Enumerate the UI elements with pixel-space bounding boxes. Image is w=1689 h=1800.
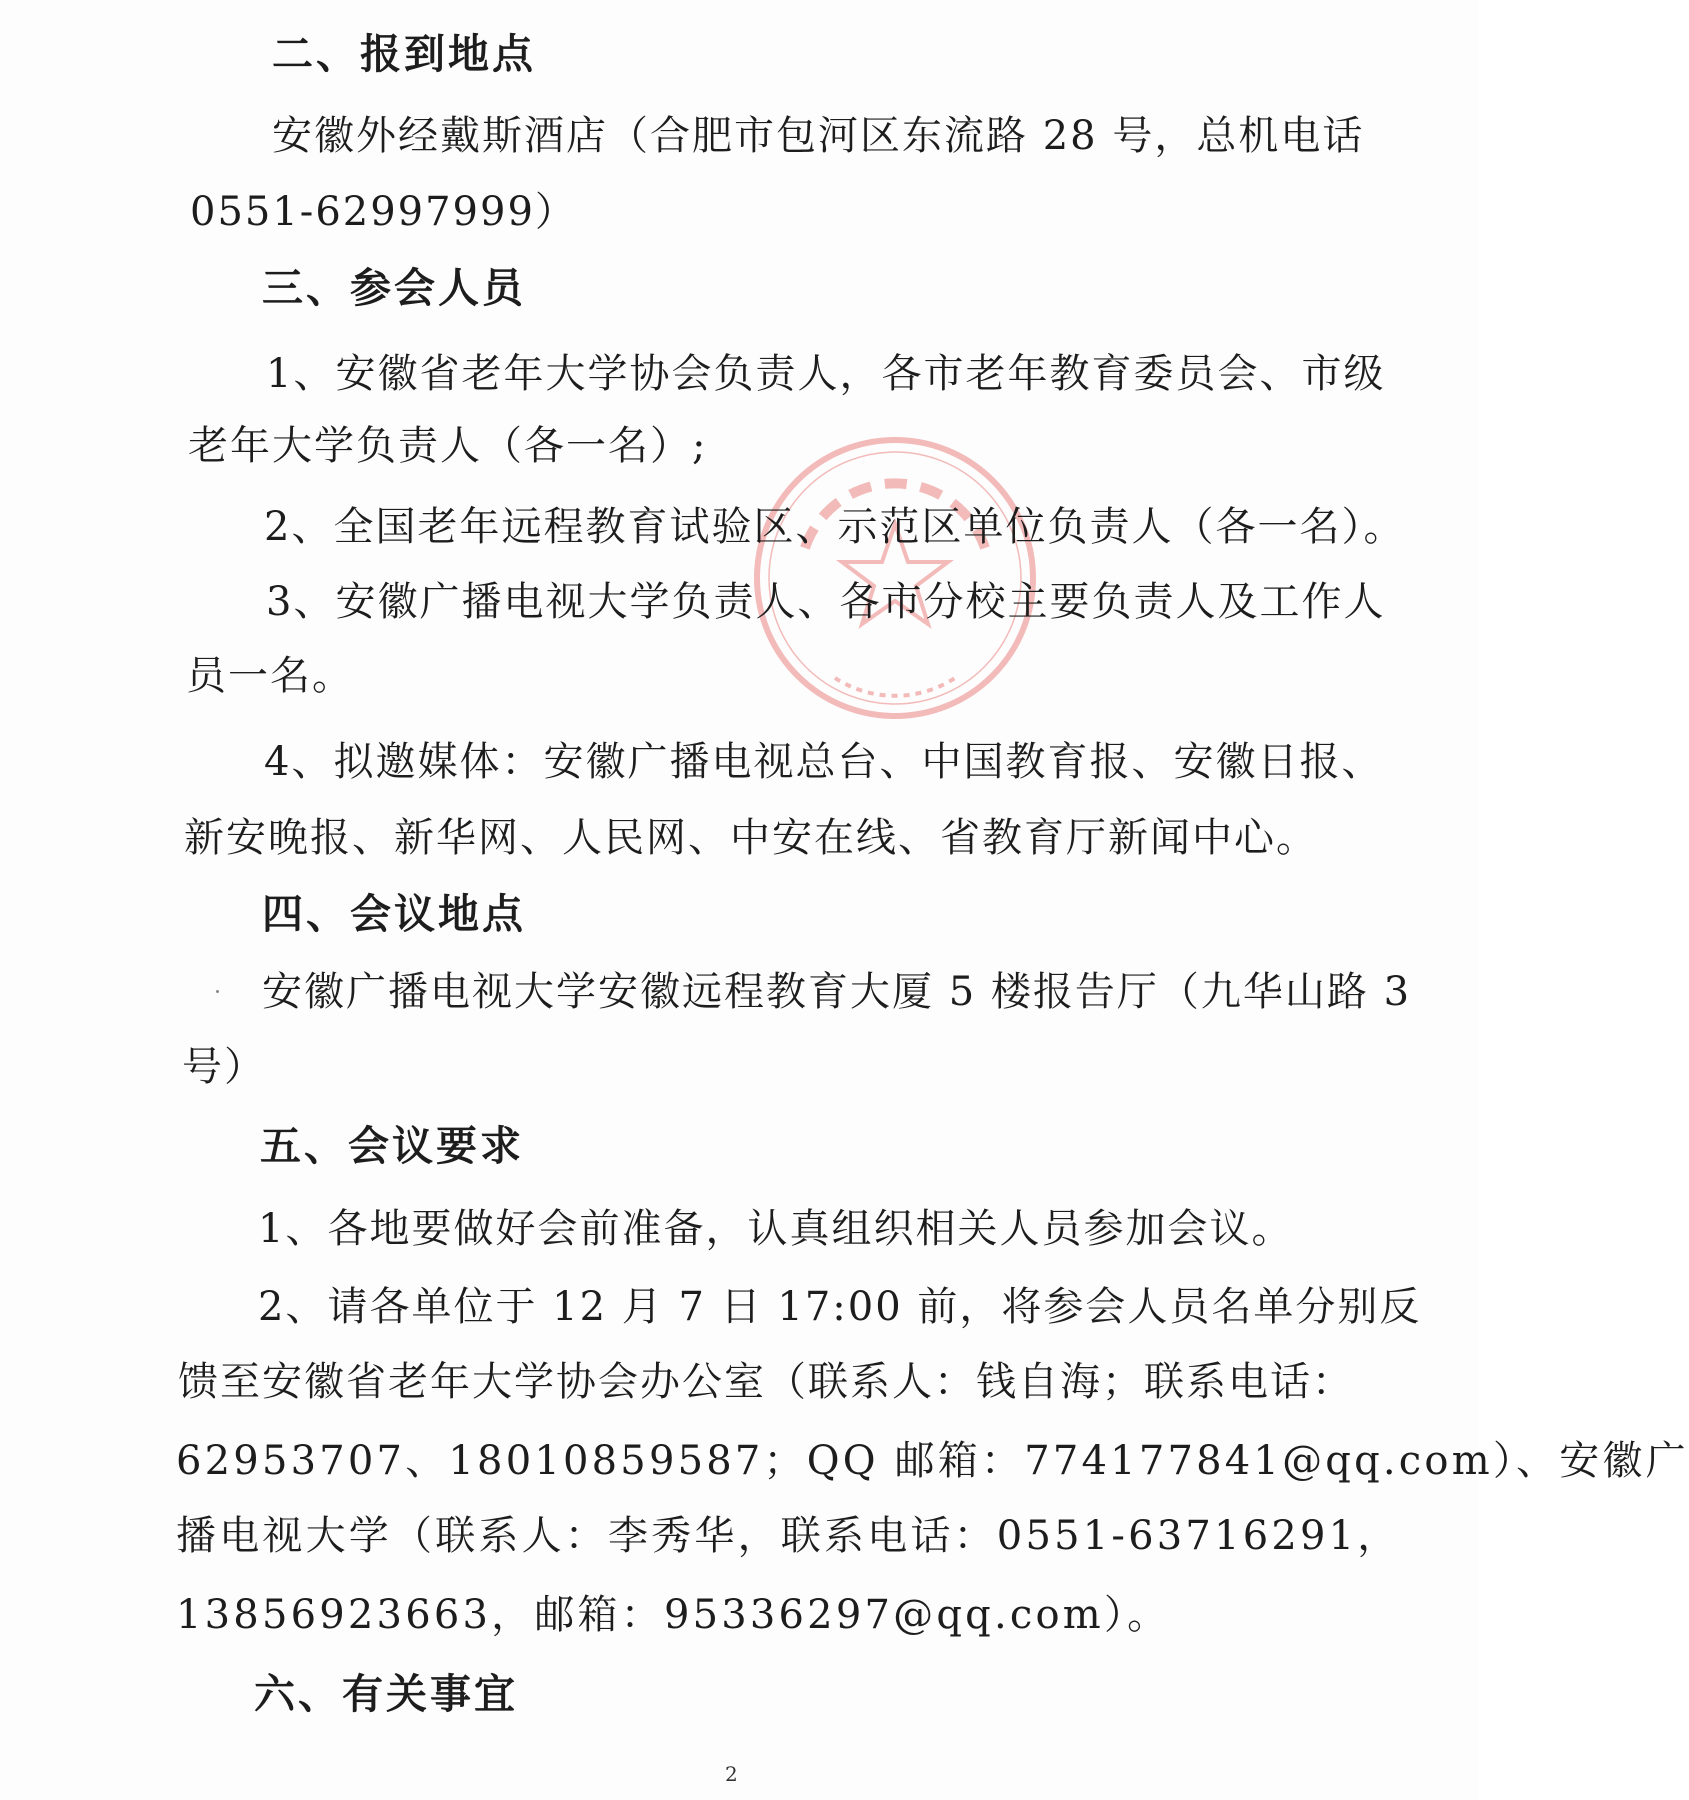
paragraph-line: 老年大学负责人（各一名）; <box>188 423 708 469</box>
paragraph-line: 0551-62997999） <box>190 189 577 235</box>
section-heading-meeting-requirements: 五、会议要求 <box>260 1122 524 1170</box>
paragraph-line: 员一名。 <box>186 653 354 699</box>
paragraph-line: 新安晚报、新华网、人民网、中安在线、省教育厅新闻中心。 <box>184 815 1318 861</box>
paragraph-line: 号） <box>182 1044 266 1090</box>
paragraph-line: 2、请各单位于 12 月 7 日 17:00 前，将参会人员名单分别反 <box>258 1284 1422 1330</box>
paragraph-line: 62953707、18010859587；QQ 邮箱：774177841@qq.com）、安徽广 <box>176 1438 1689 1484</box>
paragraph-line: 4、拟邀媒体：安徽广播电视总台、中国教育报、安徽日报、 <box>264 739 1384 785</box>
paragraph-line: 2、全国老年远程教育试验区、示范区单位负责人（各一名）。 <box>264 504 1406 550</box>
paragraph-line: 播电视大学（联系人：李秀华，联系电话：0551-63716291， <box>176 1513 1401 1559</box>
paragraph-line: 安徽外经戴斯酒店（合肥市包河区东流路 28 号，总机电话 <box>272 113 1365 159</box>
section-heading-registration-location: 二、报到地点 <box>272 30 536 78</box>
section-heading-related-matters: 六、有关事宜 <box>254 1670 518 1718</box>
paragraph-line: 馈至安徽省老年大学协会办公室（联系人：钱自海；联系电话： <box>178 1359 1354 1405</box>
page-number: 2 <box>725 1762 738 1786</box>
paragraph-line: 3、安徽广播电视大学负责人、各市分校主要负责人及工作人 <box>266 579 1386 625</box>
paragraph-line: 1、各地要做好会前准备，认真组织相关人员参加会议。 <box>258 1206 1294 1252</box>
paragraph-line: 13856923663，邮箱：95336297@qq.com）。 <box>176 1592 1171 1638</box>
paragraph-line: 1、安徽省老年大学协会负责人，各市老年教育委员会、市级 <box>266 351 1386 397</box>
section-heading-meeting-location: 四、会议地点 <box>262 890 526 938</box>
paragraph-line: 安徽广播电视大学安徽远程教育大厦 5 楼报告厅（九华山路 3 <box>262 969 1412 1015</box>
scan-speck <box>216 990 219 993</box>
section-heading-attendees: 三、参会人员 <box>262 264 526 312</box>
